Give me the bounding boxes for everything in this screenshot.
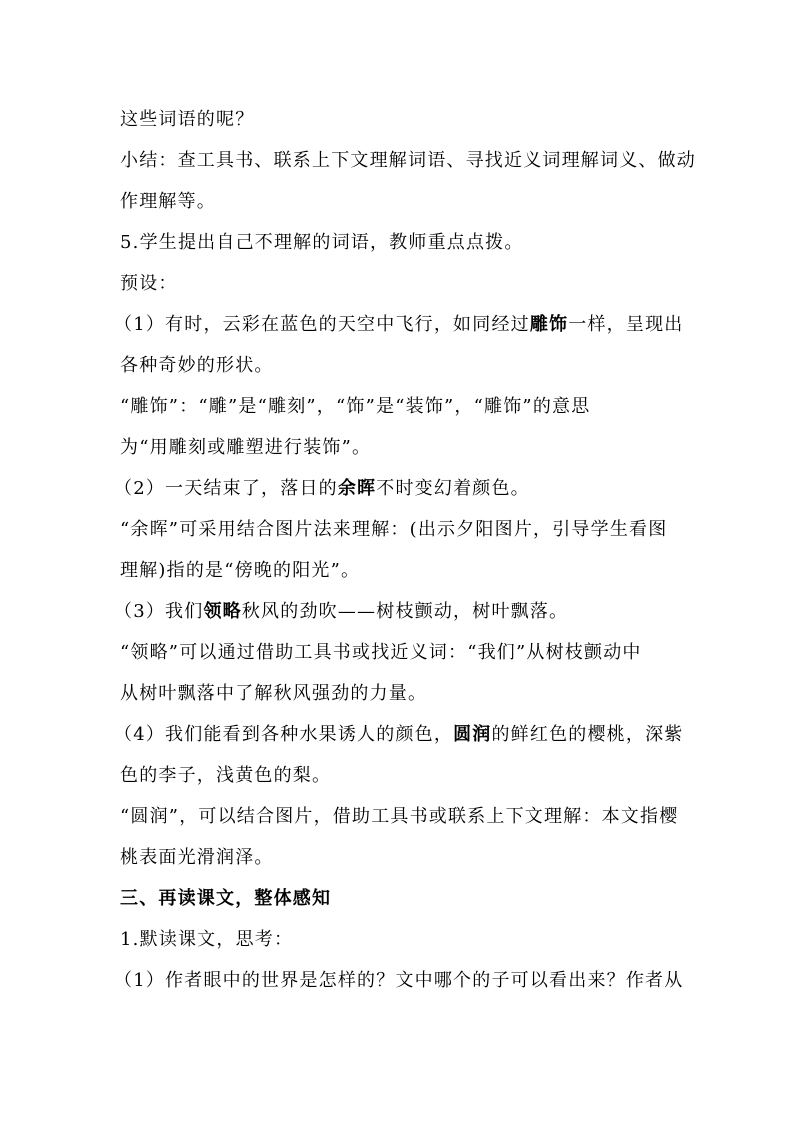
text-line [120, 764, 680, 788]
text-line [120, 395, 680, 419]
text-line [114, 969, 684, 993]
text-segment: 理解)指的是“傍晚的阳光”。 [120, 560, 361, 581]
text-segment: 作理解等。 [120, 191, 216, 212]
text-segment: 各种奇妙的形状。 [120, 355, 274, 376]
heading-text: 三、再读课文，整体感知 [120, 888, 332, 909]
text-segment: （4）我们能看到各种水果诱人的颜色， [114, 724, 454, 745]
text-segment: “圆润”，可以结合图片，借助工具书或联系上下文理解：本文指樱 [120, 806, 679, 827]
text-line [120, 436, 680, 460]
text-segment: （3）我们 [114, 601, 204, 622]
text-segment: 预设： [120, 273, 178, 294]
text-segment: 这些词语的呢？ [120, 109, 255, 130]
text-line [120, 354, 680, 378]
text-line [120, 682, 680, 706]
text-line [120, 231, 680, 255]
text-line [120, 149, 696, 173]
text-segment: 5.学生提出自己不理解的词语，教师重点点拨。 [120, 232, 524, 253]
text-line [114, 313, 684, 337]
text-segment: （2）一天结束了，落日的 [114, 478, 338, 499]
bold-term: 圆润 [453, 724, 492, 745]
text-line [120, 805, 680, 829]
text-line [114, 600, 674, 624]
text-segment: “领略”可以通过借助工具书或找近义词：“我们”从树枝颤动中 [120, 642, 642, 663]
text-line [120, 518, 680, 542]
text-segment: 小结：查工具书、联系上下文理解词语、寻找近义词理解词义、做动 [120, 150, 696, 171]
text-segment: 为“用雕刻或雕塑进行装饰”。 [120, 437, 372, 458]
text-segment: 1.默读课文，思考： [120, 929, 294, 950]
text-line [120, 108, 680, 132]
text-segment: 色的李子，浅黄色的梨。 [120, 765, 332, 786]
text-segment: 一样，呈现出 [568, 314, 684, 335]
text-segment: “余晖”可采用结合图片法来理解：(出示夕阳图片，引导学生看图 [120, 519, 668, 540]
text-segment: 不时变幻着颜色。 [376, 478, 530, 499]
text-line [120, 559, 680, 583]
text-segment: 的鲜红色的樱桃，深紫 [491, 724, 684, 745]
text-line [120, 928, 680, 952]
text-line [120, 846, 680, 870]
bold-term: 领略 [203, 601, 242, 622]
section-heading [120, 887, 680, 911]
text-line [120, 190, 680, 214]
bold-term: 雕饰 [529, 314, 569, 335]
text-line [114, 723, 684, 747]
text-segment: 从树叶飘落中了解秋风强劲的力量。 [120, 683, 428, 704]
text-line [120, 641, 680, 665]
bold-term: 余晖 [337, 478, 377, 499]
text-line [114, 477, 674, 501]
text-segment: “雕饰”：“雕”是“雕刻”，“饰”是“装饰”，“雕饰”的意思 [120, 396, 591, 417]
text-segment: 桃表面光滑润泽。 [120, 847, 274, 868]
text-line [120, 272, 680, 296]
text-segment: （1）作者眼中的世界是怎样的？文中哪个的子可以看出来？作者从 [114, 970, 684, 991]
text-segment: 秋风的劲吹——树枝颤动，树叶飘落。 [241, 601, 569, 622]
text-segment: （1）有时，云彩在蓝色的天空中飞行，如同经过 [114, 314, 530, 335]
